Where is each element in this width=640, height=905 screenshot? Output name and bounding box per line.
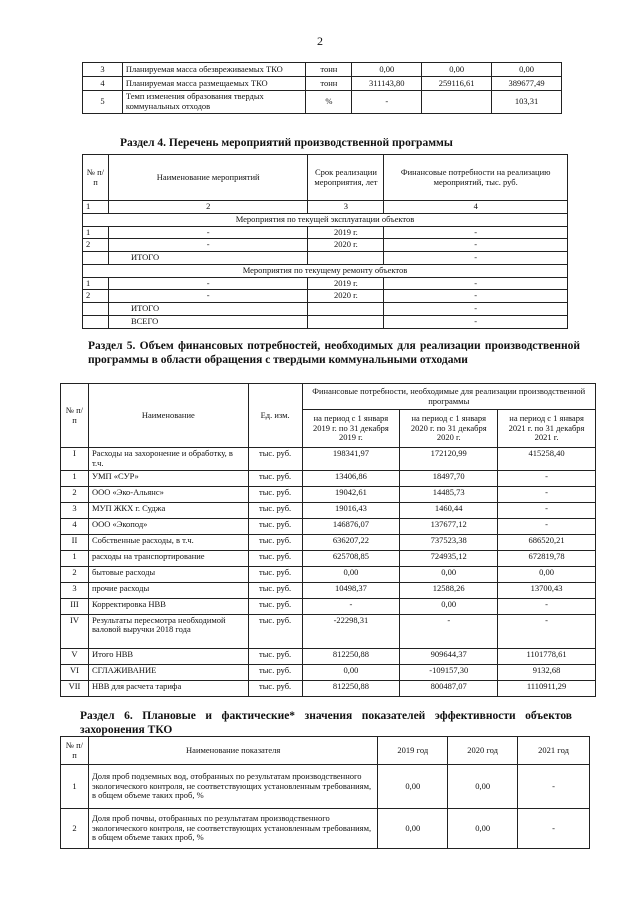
table-row [83, 63, 562, 77]
cell-unit: тыс. руб. [248, 648, 302, 664]
cell-v2019: 812250,88 [302, 680, 400, 696]
index-row [83, 201, 568, 214]
cell-unit: тыс. руб. [248, 502, 302, 518]
cell: 311143,80 [352, 77, 422, 91]
cell-v2019: -22298,31 [302, 614, 400, 648]
cell-v2019: 636207,22 [302, 534, 400, 550]
table-row [61, 502, 596, 518]
cell-name: УМП «СУР» [88, 470, 248, 486]
cell: 4 [83, 77, 123, 91]
cell: тонн [306, 63, 352, 77]
cell: 4 [384, 201, 568, 214]
cell-unit: тыс. руб. [248, 470, 302, 486]
header-period-2021: на период с 1 января 2021 г. по 31 декабря 2021 г. [498, 410, 596, 448]
cell-n: 2 [61, 566, 89, 582]
cell [83, 315, 109, 328]
cell: Доля проб подземных вод, отобранных по результатам производственного экологического контроля, не соответствующих установленным требованиям, в общем объеме таких проб, % [88, 765, 377, 809]
table-header-row [83, 155, 568, 201]
grand-total-row [83, 315, 568, 328]
cell-name: ООО «Экопод» [88, 518, 248, 534]
cell: 0,00 [448, 809, 518, 849]
page-number: 2 [317, 34, 323, 48]
table-row [61, 550, 596, 566]
cell: Планируемая масса размещаемых ТКО [122, 77, 306, 91]
cell-v2019: 19016,43 [302, 502, 400, 518]
cell: - [384, 303, 568, 316]
cell-v2021: - [498, 598, 596, 614]
cell-n: 2 [61, 486, 89, 502]
cell-n: 1 [61, 470, 89, 486]
cell-v2021: 686520,21 [498, 534, 596, 550]
table-row [61, 582, 596, 598]
cell-unit: тыс. руб. [248, 680, 302, 696]
cell-n: I [61, 448, 89, 471]
cell-v2021: - [498, 486, 596, 502]
cell [308, 303, 384, 316]
group-row [83, 264, 568, 277]
cell-v2021: - [498, 518, 596, 534]
cell: 3 [83, 63, 123, 77]
section4-table [82, 154, 568, 329]
cell-n: II [61, 534, 89, 550]
cell-v2020: 18497,70 [400, 470, 498, 486]
cell-v2021: - [498, 614, 596, 648]
cell-unit: тыс. руб. [248, 582, 302, 598]
cell-name: Результаты пересмотра необходимой валовой выручки 2018 года [88, 614, 248, 648]
cell-v2019: 19042,61 [302, 486, 400, 502]
header-fin: Финансовые потребности, необходимые для реализации производственной программы [302, 384, 595, 410]
cell-v2020: 909644,37 [400, 648, 498, 664]
cell: 0,00 [378, 765, 448, 809]
cell: - [384, 277, 568, 290]
cell-v2019: 625708,85 [302, 550, 400, 566]
cell-unit: тыс. руб. [248, 534, 302, 550]
section6-table [60, 736, 590, 849]
cell-v2021: - [498, 470, 596, 486]
cell: Темп изменения образования твердых коммунальных отходов [122, 91, 306, 114]
cell: - [108, 239, 308, 252]
table-row [61, 566, 596, 582]
table-row [83, 77, 562, 91]
cell: 1 [83, 226, 109, 239]
cell-v2021: - [498, 502, 596, 518]
header-period-2020: на период с 1 января 2020 г. по 31 декабря 2020 г. [400, 410, 498, 448]
cell-n: 3 [61, 502, 89, 518]
cell: 2 [61, 809, 89, 849]
header-num: № п/п [83, 155, 109, 201]
cell: - [108, 290, 308, 303]
cell-name: Итого НВВ [88, 648, 248, 664]
cell: ВСЕГО [108, 315, 308, 328]
cell-name: СГЛАЖИВАНИЕ [88, 664, 248, 680]
cell-n: 4 [61, 518, 89, 534]
cell: 2020 г. [308, 290, 384, 303]
cell-v2021: 1101778,61 [498, 648, 596, 664]
cell: 0,00 [448, 765, 518, 809]
cell-v2020: 0,00 [400, 566, 498, 582]
cell-v2021: 415258,40 [498, 448, 596, 471]
cell: 2 [83, 290, 109, 303]
cell-name: Корректировка НВВ [88, 598, 248, 614]
cell: % [306, 91, 352, 114]
cell: 2020 г. [308, 239, 384, 252]
group-row [83, 213, 568, 226]
cell-v2019: 0,00 [302, 566, 400, 582]
cell-unit: тыс. руб. [248, 550, 302, 566]
cell-unit: тыс. руб. [248, 566, 302, 582]
cell: 2 [83, 239, 109, 252]
cell-v2019: 10498,37 [302, 582, 400, 598]
cell-name: Расходы на захоронение и обработку, в т.ч. [88, 448, 248, 471]
cell-v2021: 13700,43 [498, 582, 596, 598]
cell: - [384, 290, 568, 303]
cell-v2020: 1460,44 [400, 502, 498, 518]
table-row [61, 765, 590, 809]
cell: - [108, 277, 308, 290]
cell-unit: тыс. руб. [248, 486, 302, 502]
cell: - [384, 252, 568, 265]
cell: - [384, 315, 568, 328]
cell-v2020: 172120,99 [400, 448, 498, 471]
header-name: Наименование мероприятий [108, 155, 308, 201]
cell: 1 [83, 201, 109, 214]
cell: 0,00 [378, 809, 448, 849]
table-row [61, 809, 590, 849]
cell-unit: тыс. руб. [248, 614, 302, 648]
cell: - [108, 226, 308, 239]
section5-title: Раздел 5. Объем финансовых потребностей, необходимых для реализации производственной программы в области обращения с твердыми коммунальными отходами [88, 340, 580, 367]
header-unit: Ед. изм. [248, 384, 302, 448]
cell-v2019: 198341,97 [302, 448, 400, 471]
header-name: Наименование показателя [88, 737, 377, 765]
total-row [83, 303, 568, 316]
cell-v2019: 0,00 [302, 664, 400, 680]
table-row [61, 534, 596, 550]
cell: Доля проб почвы, отобранных по результатам производственного экологического контроля, не соответствующих установленным требованиям, в общем объеме таких проб, % [88, 809, 377, 849]
cell [308, 252, 384, 265]
group-title: Мероприятия по текущей эксплуатации объектов [83, 213, 568, 226]
cell-n: VI [61, 664, 89, 680]
header-num: № п/п [61, 737, 89, 765]
cell [83, 252, 109, 265]
table-row [61, 598, 596, 614]
cell-name: бытовые расходы [88, 566, 248, 582]
cell-v2019: 146876,07 [302, 518, 400, 534]
cell-v2019: 812250,88 [302, 648, 400, 664]
cell-v2020: 724935,12 [400, 550, 498, 566]
header-2019: 2019 год [378, 737, 448, 765]
cell-name: Собственные расходы, в т.ч. [88, 534, 248, 550]
group-title: Мероприятия по текущему ремонту объектов [83, 264, 568, 277]
cell: Планируемая масса обезвреживаемых ТКО [122, 63, 306, 77]
header-period-2019: на период с 1 января 2019 г. по 31 декабря 2019 г. [302, 410, 400, 448]
table-row [61, 518, 596, 534]
header-2020: 2020 год [448, 737, 518, 765]
cell: 2019 г. [308, 226, 384, 239]
header-num: № п/п [61, 384, 89, 448]
section5-table [60, 383, 596, 697]
cell: - [518, 809, 590, 849]
header-name: Наименование [88, 384, 248, 448]
cell-v2020: 0,00 [400, 598, 498, 614]
cell-n: VII [61, 680, 89, 696]
cell-n: 3 [61, 582, 89, 598]
cell-n: IV [61, 614, 89, 648]
cell-v2021: 1110911,29 [498, 680, 596, 696]
cell: - [384, 239, 568, 252]
cell-n: 1 [61, 550, 89, 566]
table-row [61, 470, 596, 486]
table-row [83, 91, 562, 114]
cell-v2021: 9132,68 [498, 664, 596, 680]
cell: - [384, 226, 568, 239]
cell [308, 315, 384, 328]
cell-unit: тыс. руб. [248, 448, 302, 471]
cell: 0,00 [492, 63, 562, 77]
table-row [61, 486, 596, 502]
cell: 389677,49 [492, 77, 562, 91]
table-row [61, 614, 596, 648]
cell-v2020: -109157,30 [400, 664, 498, 680]
cell-v2020: 137677,12 [400, 518, 498, 534]
table-row [83, 277, 568, 290]
table-row [61, 448, 596, 471]
cell-unit: тыс. руб. [248, 598, 302, 614]
cell: 1 [61, 765, 89, 809]
table-row [83, 226, 568, 239]
cell-v2021: 0,00 [498, 566, 596, 582]
cell-unit: тыс. руб. [248, 664, 302, 680]
cell: ИТОГО [108, 252, 308, 265]
cell: тонн [306, 77, 352, 91]
table-header-row [61, 737, 590, 765]
cell-v2021: 672819,78 [498, 550, 596, 566]
cell: - [518, 765, 590, 809]
cell-v2019: 13406,86 [302, 470, 400, 486]
cell-v2019: - [302, 598, 400, 614]
cell [422, 91, 492, 114]
cell-n: III [61, 598, 89, 614]
table-row [83, 290, 568, 303]
cell: 259116,61 [422, 77, 492, 91]
cell-name: ООО «Эко-Альянс» [88, 486, 248, 502]
section4-title: Раздел 4. Перечень мероприятий производственной программы [120, 137, 453, 149]
table-header-row [61, 384, 596, 410]
cell-v2020: 14485,73 [400, 486, 498, 502]
header-2021: 2021 год [518, 737, 590, 765]
cell: 0,00 [422, 63, 492, 77]
table-row [61, 680, 596, 696]
cell: 2019 г. [308, 277, 384, 290]
table-row [83, 239, 568, 252]
cell-v2020: - [400, 614, 498, 648]
cell: ИТОГО [108, 303, 308, 316]
cell: - [352, 91, 422, 114]
table-row [61, 648, 596, 664]
cell-name: МУП ЖКХ г. Суджа [88, 502, 248, 518]
section6-title: Раздел 6. Плановые и фактические* значения показателей эффективности объектов захоронения ТКО [80, 710, 572, 737]
cell: 103,31 [492, 91, 562, 114]
cell-v2020: 737523,38 [400, 534, 498, 550]
cell: 5 [83, 91, 123, 114]
cell-name: расходы на транспортирование [88, 550, 248, 566]
header-fin: Финансовые потребности на реализацию мероприятий, тыс. руб. [384, 155, 568, 201]
cell-name: НВВ для расчета тарифа [88, 680, 248, 696]
cell-unit: тыс. руб. [248, 518, 302, 534]
table-row [61, 664, 596, 680]
cell: 1 [83, 277, 109, 290]
top-table [82, 62, 562, 114]
cell [83, 303, 109, 316]
cell: 0,00 [352, 63, 422, 77]
cell: 2 [108, 201, 308, 214]
cell-name: прочие расходы [88, 582, 248, 598]
cell: 3 [308, 201, 384, 214]
cell-v2020: 12588,26 [400, 582, 498, 598]
cell-v2020: 800487,07 [400, 680, 498, 696]
cell-n: V [61, 648, 89, 664]
total-row [83, 252, 568, 265]
header-term: Срок реализации мероприятия, лет [308, 155, 384, 201]
